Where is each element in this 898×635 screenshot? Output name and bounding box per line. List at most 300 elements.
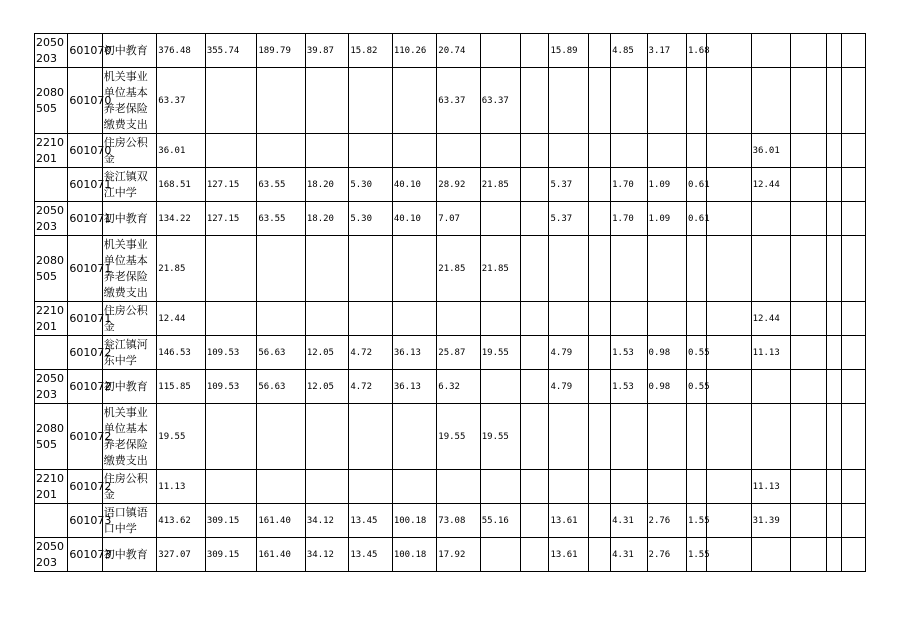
amount-cell (480, 470, 520, 504)
unit-code-cell: 601072 (68, 470, 102, 504)
amount-cell (707, 168, 751, 202)
amount-cell: 11.13 (751, 470, 790, 504)
amount-cell: 4.79 (549, 336, 588, 370)
amount-cell (791, 68, 827, 134)
amount-cell: 55.16 (480, 504, 520, 538)
function-code-cell: 2080505 (35, 68, 68, 134)
amount-cell (392, 134, 436, 168)
amount-cell (257, 134, 306, 168)
amount-cell (791, 470, 827, 504)
amount-cell: 309.15 (205, 538, 257, 572)
amount-cell (647, 134, 686, 168)
function-code-cell: 2210201 (35, 470, 68, 504)
amount-cell (437, 302, 480, 336)
amount-cell: 3.17 (647, 34, 686, 68)
amount-cell: 0.61 (686, 168, 706, 202)
amount-cell (349, 302, 392, 336)
amount-cell (521, 504, 549, 538)
amount-cell (707, 370, 751, 404)
amount-cell (588, 302, 610, 336)
item-name-cell: 初中教育 (102, 370, 157, 404)
amount-cell (549, 404, 588, 470)
amount-cell (588, 68, 610, 134)
unit-code-cell: 601072 (68, 370, 102, 404)
amount-cell: 146.53 (157, 336, 206, 370)
amount-cell (707, 404, 751, 470)
amount-cell (791, 236, 827, 302)
amount-cell (791, 404, 827, 470)
unit-code-cell: 601073 (68, 538, 102, 572)
amount-cell: 11.13 (157, 470, 206, 504)
item-name-cell: 瓮江镇河东中学 (102, 336, 157, 370)
unit-code-cell: 601072 (68, 336, 102, 370)
amount-cell: 355.74 (205, 34, 257, 68)
amount-cell (480, 302, 520, 336)
amount-cell: 13.61 (549, 504, 588, 538)
amount-cell: 1.70 (611, 168, 647, 202)
amount-cell (751, 236, 790, 302)
item-name-cell: 初中教育 (102, 538, 157, 572)
amount-cell (392, 302, 436, 336)
amount-cell (841, 202, 865, 236)
amount-cell: 13.45 (349, 504, 392, 538)
amount-cell: 12.05 (305, 336, 348, 370)
amount-cell (686, 470, 706, 504)
amount-cell (349, 470, 392, 504)
amount-cell (827, 34, 841, 68)
amount-cell: 17.92 (437, 538, 480, 572)
amount-cell (480, 34, 520, 68)
amount-cell (791, 538, 827, 572)
amount-cell: 1.55 (686, 504, 706, 538)
item-name-cell: 机关事业单位基本养老保险缴费支出 (102, 404, 157, 470)
amount-cell: 20.74 (437, 34, 480, 68)
unit-code-cell: 601070 (68, 68, 102, 134)
amount-cell: 100.18 (392, 504, 436, 538)
amount-cell (791, 34, 827, 68)
amount-cell (707, 236, 751, 302)
amount-cell (827, 134, 841, 168)
amount-cell (791, 202, 827, 236)
amount-cell (827, 370, 841, 404)
function-code-cell (35, 168, 68, 202)
table-row (35, 34, 866, 68)
function-code-cell: 2050203 (35, 538, 68, 572)
amount-cell (686, 236, 706, 302)
amount-cell (521, 302, 549, 336)
amount-cell (588, 370, 610, 404)
amount-cell (791, 370, 827, 404)
unit-code-cell: 601070 (68, 134, 102, 168)
amount-cell (588, 504, 610, 538)
item-name-cell: 住房公积金 (102, 470, 157, 504)
amount-cell (257, 404, 306, 470)
function-code-cell: 2050203 (35, 202, 68, 236)
amount-cell: 15.89 (549, 34, 588, 68)
amount-cell (392, 470, 436, 504)
amount-cell (392, 404, 436, 470)
amount-cell: 5.37 (549, 168, 588, 202)
amount-cell: 109.53 (205, 336, 257, 370)
amount-cell (827, 202, 841, 236)
amount-cell: 25.87 (437, 336, 480, 370)
amount-cell (686, 134, 706, 168)
function-code-cell (35, 336, 68, 370)
amount-cell (841, 538, 865, 572)
amount-cell (841, 404, 865, 470)
amount-cell (588, 34, 610, 68)
amount-cell (647, 302, 686, 336)
amount-cell (791, 168, 827, 202)
amount-cell: 19.55 (437, 404, 480, 470)
amount-cell (647, 236, 686, 302)
amount-cell (305, 404, 348, 470)
budget-table (34, 33, 866, 572)
amount-cell: 1.70 (611, 202, 647, 236)
amount-cell (392, 236, 436, 302)
amount-cell: 2.76 (647, 538, 686, 572)
amount-cell: 73.08 (437, 504, 480, 538)
table-row (35, 168, 866, 202)
amount-cell: 127.15 (205, 202, 257, 236)
amount-cell: 11.13 (751, 336, 790, 370)
amount-cell (521, 404, 549, 470)
amount-cell (305, 68, 348, 134)
amount-cell: 21.85 (480, 236, 520, 302)
amount-cell: 28.92 (437, 168, 480, 202)
amount-cell (349, 68, 392, 134)
amount-cell (305, 236, 348, 302)
amount-cell: 5.30 (349, 202, 392, 236)
amount-cell (707, 538, 751, 572)
amount-cell: 413.62 (157, 504, 206, 538)
amount-cell: 5.30 (349, 168, 392, 202)
item-name-cell: 语口镇语口中学 (102, 504, 157, 538)
amount-cell (349, 134, 392, 168)
amount-cell: 134.22 (157, 202, 206, 236)
amount-cell (437, 134, 480, 168)
amount-cell (827, 538, 841, 572)
function-code-cell (35, 504, 68, 538)
item-name-cell: 机关事业单位基本养老保险缴费支出 (102, 236, 157, 302)
amount-cell: 6.32 (437, 370, 480, 404)
function-code-cell: 2080505 (35, 404, 68, 470)
amount-cell (588, 470, 610, 504)
unit-code-cell: 601071 (68, 202, 102, 236)
amount-cell (791, 336, 827, 370)
amount-cell: 63.37 (157, 68, 206, 134)
amount-cell: 13.61 (549, 538, 588, 572)
amount-cell: 36.01 (157, 134, 206, 168)
amount-cell (707, 336, 751, 370)
amount-cell: 4.79 (549, 370, 588, 404)
amount-cell (257, 470, 306, 504)
amount-cell (437, 470, 480, 504)
unit-code-cell: 601072 (68, 404, 102, 470)
item-name-cell: 初中教育 (102, 202, 157, 236)
amount-cell (480, 134, 520, 168)
amount-cell: 161.40 (257, 504, 306, 538)
amount-cell: 1.68 (686, 34, 706, 68)
amount-cell (827, 404, 841, 470)
amount-cell: 63.37 (480, 68, 520, 134)
amount-cell: 56.63 (257, 336, 306, 370)
amount-cell (611, 470, 647, 504)
amount-cell (827, 504, 841, 538)
amount-cell (611, 236, 647, 302)
amount-cell: 36.01 (751, 134, 790, 168)
amount-cell (827, 470, 841, 504)
amount-cell (841, 470, 865, 504)
amount-cell (647, 68, 686, 134)
amount-cell: 127.15 (205, 168, 257, 202)
amount-cell (791, 504, 827, 538)
amount-cell (827, 302, 841, 336)
amount-cell: 34.12 (305, 504, 348, 538)
amount-cell: 5.37 (549, 202, 588, 236)
amount-cell (751, 202, 790, 236)
amount-cell: 40.10 (392, 168, 436, 202)
amount-cell: 327.07 (157, 538, 206, 572)
amount-cell (305, 470, 348, 504)
amount-cell (827, 236, 841, 302)
amount-cell: 1.55 (686, 538, 706, 572)
amount-cell (480, 202, 520, 236)
amount-cell (611, 404, 647, 470)
amount-cell (686, 68, 706, 134)
amount-cell: 0.61 (686, 202, 706, 236)
table-row (35, 302, 866, 336)
item-name-cell: 瓮江镇双江中学 (102, 168, 157, 202)
amount-cell (349, 404, 392, 470)
amount-cell (521, 236, 549, 302)
amount-cell (205, 68, 257, 134)
amount-cell (751, 34, 790, 68)
table-row (35, 470, 866, 504)
amount-cell (305, 134, 348, 168)
amount-cell (707, 68, 751, 134)
amount-cell (751, 68, 790, 134)
amount-cell: 376.48 (157, 34, 206, 68)
amount-cell (841, 336, 865, 370)
amount-cell: 56.63 (257, 370, 306, 404)
budget-table-body (35, 34, 866, 572)
amount-cell: 4.31 (611, 538, 647, 572)
amount-cell: 15.82 (349, 34, 392, 68)
amount-cell (611, 68, 647, 134)
unit-code-cell: 601073 (68, 504, 102, 538)
amount-cell (588, 236, 610, 302)
amount-cell: 12.44 (157, 302, 206, 336)
amount-cell (205, 470, 257, 504)
amount-cell: 21.85 (480, 168, 520, 202)
amount-cell: 19.55 (480, 404, 520, 470)
amount-cell (841, 504, 865, 538)
amount-cell (686, 404, 706, 470)
table-row (35, 370, 866, 404)
amount-cell (707, 134, 751, 168)
amount-cell (751, 538, 790, 572)
amount-cell: 1.09 (647, 168, 686, 202)
amount-cell: 34.12 (305, 538, 348, 572)
amount-cell (588, 336, 610, 370)
unit-code-cell: 601071 (68, 236, 102, 302)
amount-cell (588, 404, 610, 470)
amount-cell (521, 168, 549, 202)
table-row (35, 404, 866, 470)
amount-cell (205, 404, 257, 470)
amount-cell (647, 470, 686, 504)
amount-cell (521, 336, 549, 370)
unit-code-cell: 601070 (68, 34, 102, 68)
amount-cell: 1.53 (611, 336, 647, 370)
amount-cell: 63.55 (257, 202, 306, 236)
item-name-cell: 住房公积金 (102, 302, 157, 336)
amount-cell (257, 68, 306, 134)
amount-cell (205, 302, 257, 336)
amount-cell (707, 504, 751, 538)
amount-cell (588, 538, 610, 572)
amount-cell: 7.07 (437, 202, 480, 236)
amount-cell: 4.72 (349, 370, 392, 404)
amount-cell (841, 134, 865, 168)
amount-cell: 0.55 (686, 370, 706, 404)
table-row (35, 68, 866, 134)
amount-cell: 12.44 (751, 168, 790, 202)
amount-cell (549, 236, 588, 302)
amount-cell: 19.55 (157, 404, 206, 470)
amount-cell: 40.10 (392, 202, 436, 236)
amount-cell (791, 302, 827, 336)
amount-cell (707, 302, 751, 336)
amount-cell: 309.15 (205, 504, 257, 538)
table-row (35, 236, 866, 302)
table-row (35, 538, 866, 572)
amount-cell (611, 134, 647, 168)
amount-cell (751, 370, 790, 404)
table-row (35, 504, 866, 538)
amount-cell: 21.85 (157, 236, 206, 302)
amount-cell (841, 68, 865, 134)
amount-cell: 110.26 (392, 34, 436, 68)
function-code-cell: 2210201 (35, 134, 68, 168)
amount-cell (392, 68, 436, 134)
amount-cell: 19.55 (480, 336, 520, 370)
function-code-cell: 2050203 (35, 370, 68, 404)
amount-cell: 12.44 (751, 302, 790, 336)
amount-cell (480, 538, 520, 572)
amount-cell: 4.72 (349, 336, 392, 370)
amount-cell: 189.79 (257, 34, 306, 68)
amount-cell (841, 34, 865, 68)
amount-cell (841, 236, 865, 302)
amount-cell: 0.98 (647, 336, 686, 370)
amount-cell (257, 302, 306, 336)
amount-cell (521, 370, 549, 404)
amount-cell (480, 370, 520, 404)
unit-code-cell: 601071 (68, 168, 102, 202)
amount-cell (686, 302, 706, 336)
item-name-cell: 机关事业单位基本养老保险缴费支出 (102, 68, 157, 134)
amount-cell (827, 68, 841, 134)
amount-cell: 4.31 (611, 504, 647, 538)
amount-cell: 100.18 (392, 538, 436, 572)
amount-cell: 161.40 (257, 538, 306, 572)
amount-cell (205, 134, 257, 168)
amount-cell: 21.85 (437, 236, 480, 302)
amount-cell (751, 404, 790, 470)
amount-cell: 4.85 (611, 34, 647, 68)
amount-cell: 39.87 (305, 34, 348, 68)
amount-cell (305, 302, 348, 336)
amount-cell (549, 470, 588, 504)
amount-cell (791, 134, 827, 168)
amount-cell: 13.45 (349, 538, 392, 572)
amount-cell (521, 34, 549, 68)
amount-cell (707, 202, 751, 236)
amount-cell: 1.09 (647, 202, 686, 236)
amount-cell: 18.20 (305, 168, 348, 202)
amount-cell: 36.13 (392, 370, 436, 404)
amount-cell (707, 470, 751, 504)
function-code-cell: 2080505 (35, 236, 68, 302)
table-row (35, 336, 866, 370)
amount-cell: 12.05 (305, 370, 348, 404)
amount-cell (549, 68, 588, 134)
amount-cell: 2.76 (647, 504, 686, 538)
amount-cell (349, 236, 392, 302)
amount-cell (588, 134, 610, 168)
amount-cell: 0.98 (647, 370, 686, 404)
amount-cell (521, 470, 549, 504)
amount-cell: 31.39 (751, 504, 790, 538)
amount-cell (521, 202, 549, 236)
table-row (35, 134, 866, 168)
amount-cell (521, 68, 549, 134)
amount-cell: 0.55 (686, 336, 706, 370)
amount-cell: 115.85 (157, 370, 206, 404)
amount-cell (841, 370, 865, 404)
amount-cell (841, 168, 865, 202)
amount-cell (707, 34, 751, 68)
amount-cell (521, 538, 549, 572)
amount-cell (549, 134, 588, 168)
amount-cell: 63.55 (257, 168, 306, 202)
amount-cell: 168.51 (157, 168, 206, 202)
function-code-cell: 2050203 (35, 34, 68, 68)
amount-cell (521, 134, 549, 168)
amount-cell: 109.53 (205, 370, 257, 404)
amount-cell (647, 404, 686, 470)
table-row (35, 202, 866, 236)
function-code-cell: 2210201 (35, 302, 68, 336)
unit-code-cell: 601071 (68, 302, 102, 336)
amount-cell (611, 302, 647, 336)
item-name-cell: 初中教育 (102, 34, 157, 68)
amount-cell: 18.20 (305, 202, 348, 236)
amount-cell (827, 336, 841, 370)
amount-cell (841, 302, 865, 336)
amount-cell: 63.37 (437, 68, 480, 134)
amount-cell: 36.13 (392, 336, 436, 370)
amount-cell (205, 236, 257, 302)
amount-cell (549, 302, 588, 336)
amount-cell (588, 202, 610, 236)
amount-cell (257, 236, 306, 302)
amount-cell: 1.53 (611, 370, 647, 404)
amount-cell (588, 168, 610, 202)
item-name-cell: 住房公积金 (102, 134, 157, 168)
